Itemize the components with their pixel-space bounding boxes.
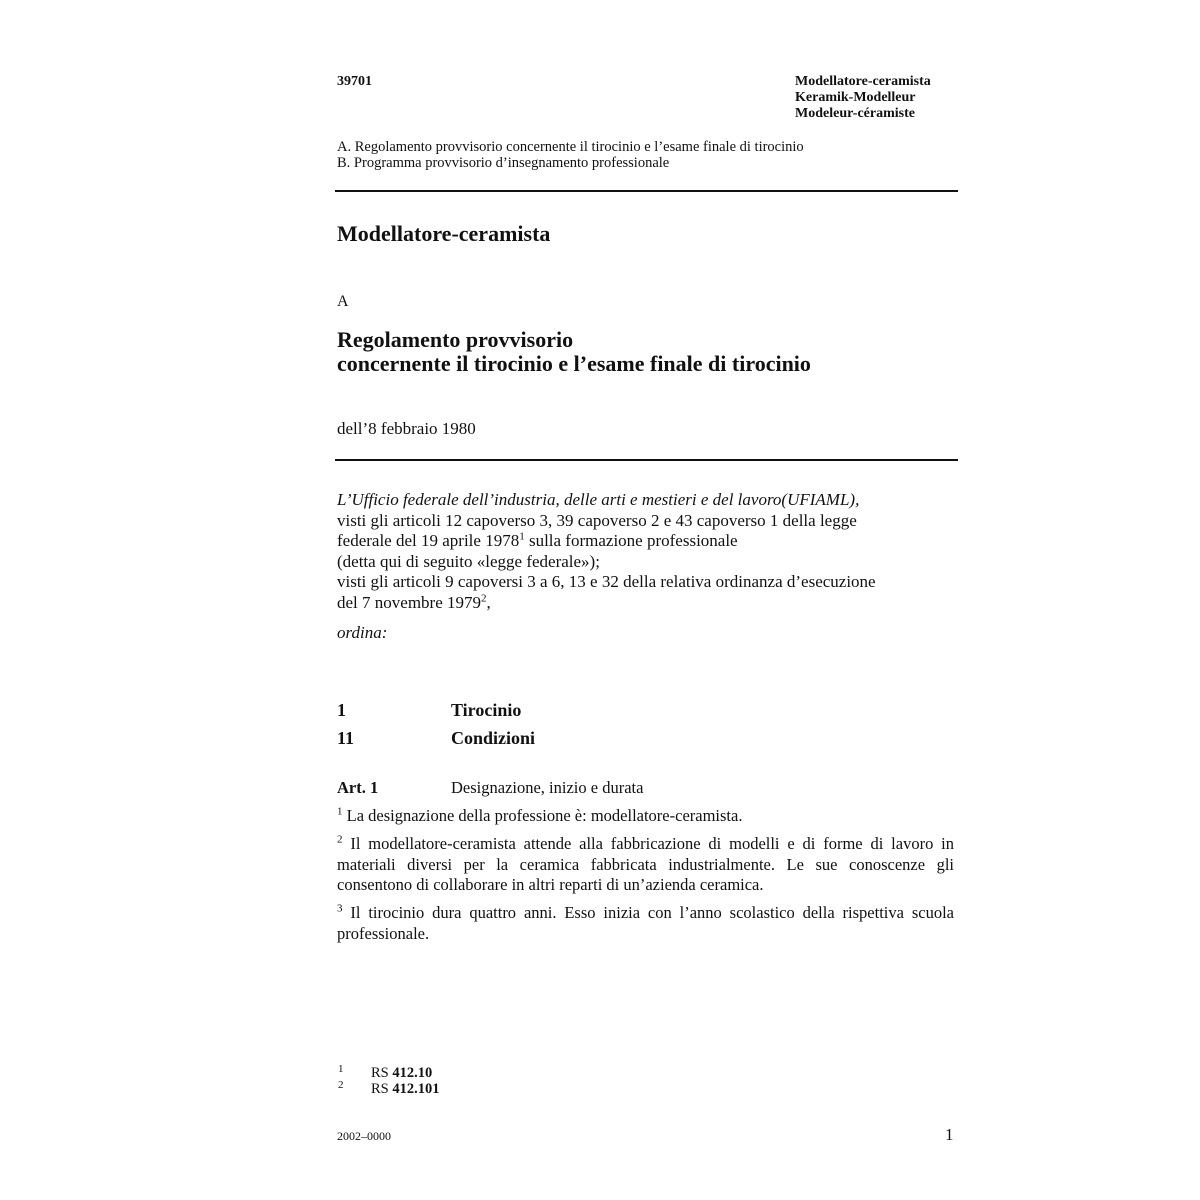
footer-code: 2002–0000 — [337, 1129, 391, 1143]
footnote-reference: 412.101 — [392, 1081, 440, 1097]
header-title-fr: Modeleur-céramiste — [795, 106, 915, 121]
article-paragraph-1 — [337, 806, 954, 827]
footnote-2 — [371, 1081, 440, 1098]
preamble-ordina: ordina: — [337, 623, 388, 642]
document-date: dell’8 febbraio 1980 — [337, 419, 476, 438]
preamble-line-2 — [337, 531, 876, 552]
part-letter: A — [337, 293, 349, 310]
section-title-11: Condizioni — [451, 728, 536, 748]
footnote-prefix: RS — [371, 1065, 393, 1081]
footnote-number-2: 2 — [338, 1079, 344, 1091]
footnote-number-1: 1 — [338, 1063, 344, 1075]
preamble-line-5-rest: , — [486, 592, 491, 612]
contents-list — [337, 139, 804, 171]
article-paragraph-2 — [337, 834, 954, 896]
header-title-de: Keramik-Modelleur — [795, 90, 916, 105]
document-code: 39701 — [337, 74, 372, 89]
footnote-prefix: RS — [371, 1081, 393, 1097]
preamble-authority: L’Ufficio federale dell’industria, delle arti e mestieri e del lavoro(UFIAML), — [337, 490, 860, 509]
preamble-line-2-text: federale del 19 aprile 1978 — [337, 531, 520, 550]
preamble-line-5 — [337, 593, 876, 614]
contents-item-a: A. Regolamento provvisorio concernente il tirocinio e l’esame finale di tirocinio — [337, 139, 804, 155]
footnote-1 — [371, 1065, 432, 1082]
paragraph-number: 2 — [337, 833, 343, 846]
part-title-line-2: concernente il tirocinio e l’esame finale di tirocinio — [337, 351, 811, 376]
footnote-ref-2[interactable]: 2 — [481, 591, 487, 604]
preamble-line-4: visti gli articoli 9 capoversi 3 a 6, 13 e 32 della relativa ordinanza d’esecuzione — [337, 572, 876, 591]
document-title: Modellatore-ceramista — [337, 221, 551, 246]
part-title — [337, 328, 811, 376]
paragraph-text: La designazione della professione è: modellatore-ceramista. — [342, 806, 743, 825]
article-title: Designazione, inizio e durata — [451, 778, 644, 797]
contents-item-b: B. Programma provvisorio d’insegnamento professionale — [337, 155, 670, 171]
footnote-reference: 412.10 — [392, 1065, 433, 1081]
article-paragraph-3 — [337, 903, 954, 944]
footnote-ref-1[interactable]: 1 — [519, 530, 525, 543]
preamble — [337, 490, 876, 613]
paragraph-text: Il tirocinio dura quattro anni. Esso inizia con l’anno scolastico della rispettiva scuola professionale. — [337, 903, 954, 943]
preamble-line-5-text: del 7 novembre 1979 — [337, 592, 481, 612]
section-number-1: 1 — [337, 700, 346, 720]
header-title-it: Modellatore-ceramista — [795, 74, 931, 89]
preamble-line-2-rest: sulla formazione professionale — [524, 531, 738, 550]
header-divider — [335, 190, 958, 192]
header-titles — [795, 74, 931, 122]
section-number-11: 11 — [337, 728, 355, 748]
part-title-line-1: Regolamento provvisorio — [337, 327, 574, 352]
page-number: 1 — [945, 1125, 954, 1144]
section-title-1: Tirocinio — [451, 700, 522, 720]
preamble-line-1: visti gli articoli 12 capoverso 3, 39 capoverso 2 e 43 capoverso 1 della legge — [337, 510, 857, 530]
paragraph-number: 1 — [337, 805, 343, 818]
title-divider — [335, 459, 958, 461]
article-label: Art. 1 — [337, 778, 379, 797]
paragraph-number: 3 — [337, 902, 343, 915]
paragraph-text: Il modellatore-ceramista attende alla fabbricazione di modelli e di forme di lavoro in materiali diversi per la ceramica fabbricata industrialmente. Le sue conoscenze gli consentono di collaborare in altri reparti di un’azienda ceramica. — [337, 834, 954, 894]
preamble-line-3: (detta qui di seguito «legge federale»); — [337, 551, 600, 571]
